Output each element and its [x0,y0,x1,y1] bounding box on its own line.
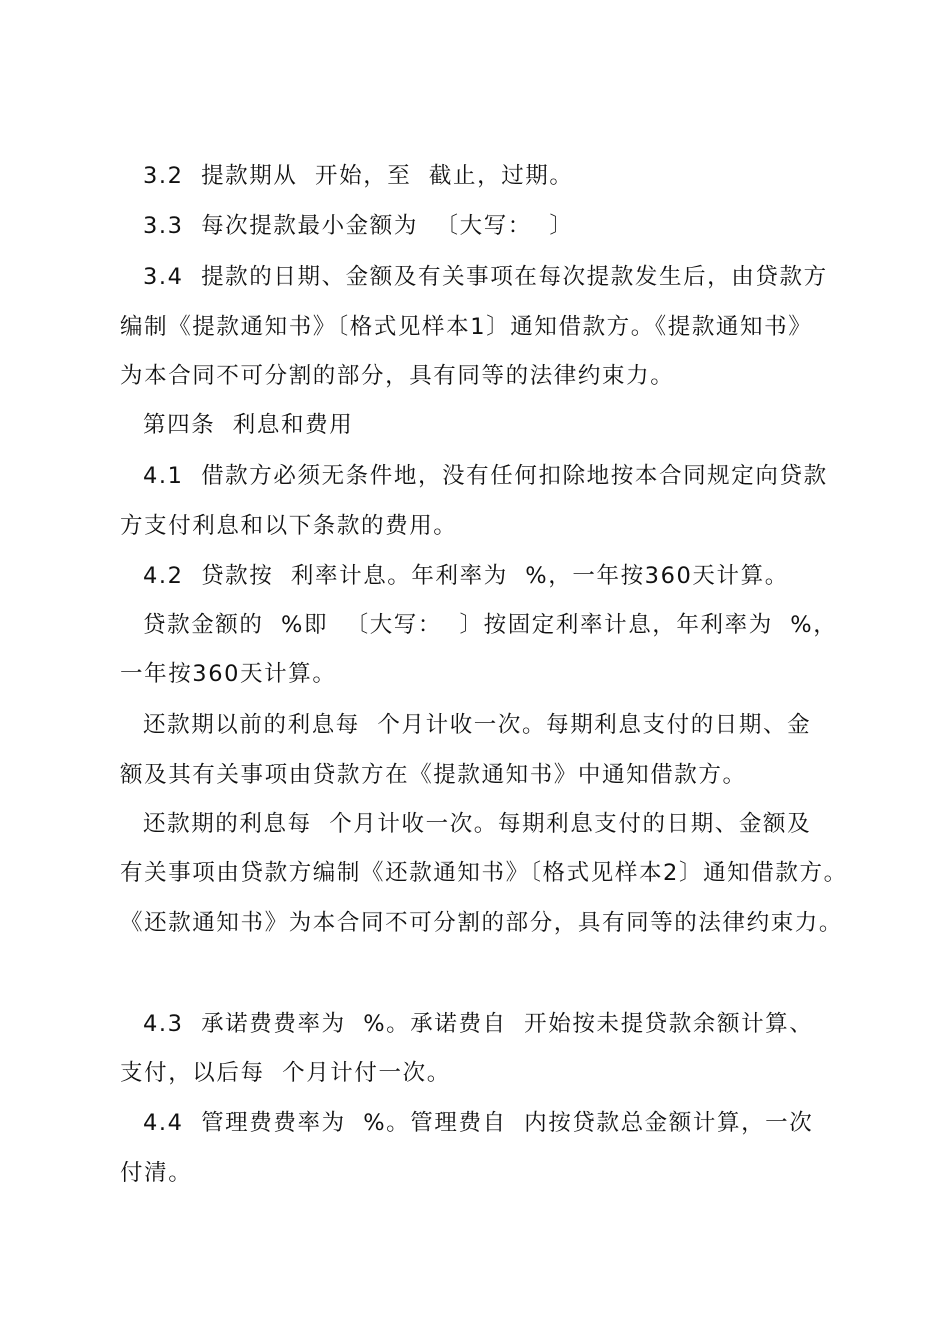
clause-4-3-line-1: 4.3 承诺费费率为 %。承诺费自 开始按未提贷款余额计算、 [143,1011,814,1037]
interest-repayment-period-line-3: 《还款通知书》为本合同不可分割的部分，具有同等的法律约束力。 [120,910,844,936]
interest-before-repayment-line-1: 还款期以前的利息每 个月计收一次。每期利息支付的日期、金 [143,712,812,738]
interest-repayment-period-line-2: 有关事项由贷款方编制《还款通知书》〔格式见样本2〕通知借款方。 [120,860,848,886]
clause-4-1-line-1: 4.1 借款方必须无条件地，没有任何扣除地按本合同规定向贷款 [143,463,828,489]
article-4-heading: 第四条 利息和费用 [143,412,354,438]
clause-4-3-line-2: 支付，以后每 个月计付一次。 [120,1060,451,1086]
clause-3-3: 3.3 每次提款最小金额为 〔大写： 〕 [143,213,574,239]
clause-3-2: 3.2 提款期从 开始，至 截止，过期。 [143,163,574,189]
clause-3-4-line-3: 为本合同不可分割的部分，具有同等的法律约束力。 [120,363,675,389]
clause-4-2-line-3: 一年按360天计算。 [120,661,337,687]
clause-3-4-line-1: 3.4 提款的日期、金额及有关事项在每次提款发生后，由贷款方 [143,264,828,290]
clause-4-2-line-1: 4.2 贷款按 利率计息。年利率为 %，一年按360天计算。 [143,563,789,589]
clause-4-1-line-2: 方支付利息和以下条款的费用。 [120,513,458,539]
interest-before-repayment-line-2: 额及其有关事项由贷款方在《提款通知书》中通知借款方。 [120,762,747,788]
clause-4-2-line-2: 贷款金额的 %即 〔大写： 〕按固定利率计息，年利率为 %， [143,612,838,638]
interest-repayment-period-line-1: 还款期的利息每 个月计收一次。每期利息支付的日期、金额及 [143,811,812,837]
clause-3-4-line-2: 编制《提款通知书》〔格式见样本1〕通知借款方。《提款通知书》 [120,314,813,340]
clause-4-4-line-1: 4.4 管理费费率为 %。管理费自 内按贷款总金额计算，一次 [143,1110,814,1136]
clause-4-4-line-2: 付清。 [120,1160,193,1186]
